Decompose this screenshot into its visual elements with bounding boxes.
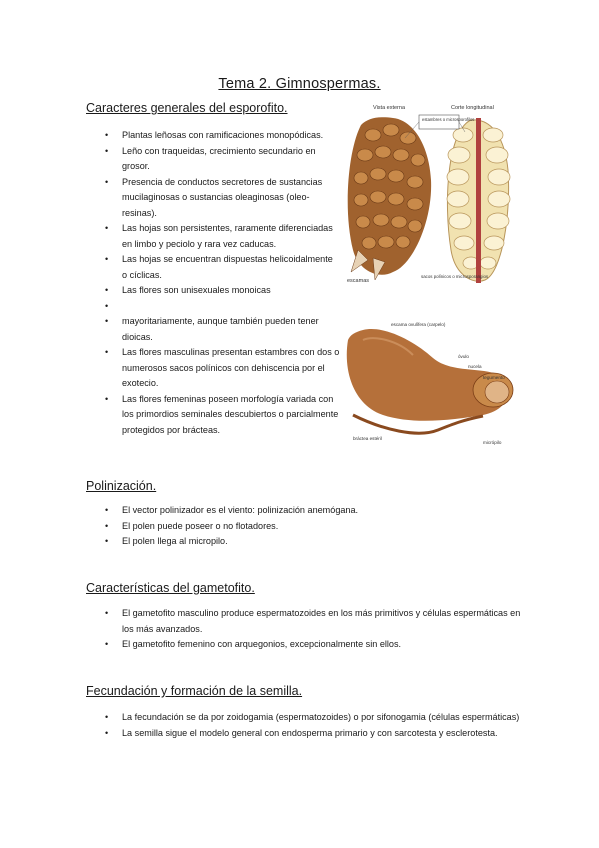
label-ovule: óvulo <box>458 354 469 359</box>
list-item: • El gametofito masculino produce espermatozoides en los más primitivos y células espermáticas en los más avanzados. <box>122 606 522 637</box>
list-item: • Leño con traqueidas, crecimiento secundario en grosor. <box>122 144 340 175</box>
cone-section-illustration <box>447 118 510 283</box>
list-item: • El polen llega al micropilo. <box>122 534 522 550</box>
label-longitudinal-section: Corte longitudinal <box>451 105 494 111</box>
label-external-view: Vista externa <box>373 105 406 111</box>
section-heading-polinizacion: Polinización. <box>86 479 157 493</box>
section-heading-esporofito: Caracteres generales del esporofito. <box>86 101 288 115</box>
label-pollen-sacs: sacos polínicos o microsporangios <box>421 274 489 279</box>
list-item: • Las hojas son persistentes, raramente diferenciadas en limbo y peciolo y rara vez caducas. <box>122 221 340 252</box>
list-item: • Las flores masculinas presentan estambres con dos o numerosos sacos polínicos con dehiscencia por el exotecio. <box>122 345 340 392</box>
list-item: • La fecundación se da por zoidogamia (espermatozoides) o por sifonogamia (células espermáticas) <box>122 710 522 726</box>
list-item: • Presencia de conductos secretores de sustancias mucilaginosas o sustancias oleaginosas (oleo-resinas). <box>122 175 340 222</box>
label-stamens: estambres o microsporofilos <box>422 117 475 122</box>
list-item: • mayoritariamente, aunque también pueden tener dioicas. <box>122 314 340 345</box>
label-scales: escamas <box>347 278 370 284</box>
list-item: • Plantas leñosas con ramificaciones monopódicas. <box>122 128 340 144</box>
list-gametofito <box>122 606 522 653</box>
list-item: • La semilla sigue el modelo general con endosperma primario y con sarcotesta y esclerotesta. <box>122 726 522 742</box>
label-tegument: tegumento <box>483 375 505 380</box>
label-sterile-bract: bráctea estéril <box>353 436 382 441</box>
list-item: • El vector polinizador es el viento: polinización anemógana. <box>122 503 522 519</box>
list-polinizacion <box>122 503 522 550</box>
label-micropyle: micrópilo <box>483 440 502 445</box>
cone-external-illustration <box>348 117 431 280</box>
male-cone-figure <box>343 100 518 290</box>
section-heading-gametofito: Características del gametofito. <box>86 581 255 595</box>
label-ovuliferous-scale: escama ovulífera (carpelo) <box>391 322 446 327</box>
list-item: • El gametofito femenino con arquegonios, excepcionalmente sin ellos. <box>122 637 522 653</box>
list-fecundacion <box>122 710 522 741</box>
list-item: • Las hojas se encuentran dispuestas helicoidalmente o cíclicas. <box>122 252 340 283</box>
list-item: • Las flores son unisexuales monoicas <box>122 283 340 299</box>
list-esporofito <box>122 128 340 438</box>
list-item: • Las flores femeninas poseen morfología variada con los primordios seminales descubiertos o parcialmente protegidos por brácteas. <box>122 392 340 439</box>
list-item <box>122 299 340 315</box>
label-nucela: nucela <box>468 364 482 369</box>
list-item: • El polen puede poseer o no flotadores. <box>122 519 522 535</box>
document-title: Tema 2. Gimnospermas. <box>218 76 381 92</box>
ovuliferous-scale-figure <box>343 320 518 450</box>
ovuliferous-scale-illustration <box>347 329 513 433</box>
section-heading-fecundacion: Fecundación y formación de la semilla. <box>86 684 303 698</box>
